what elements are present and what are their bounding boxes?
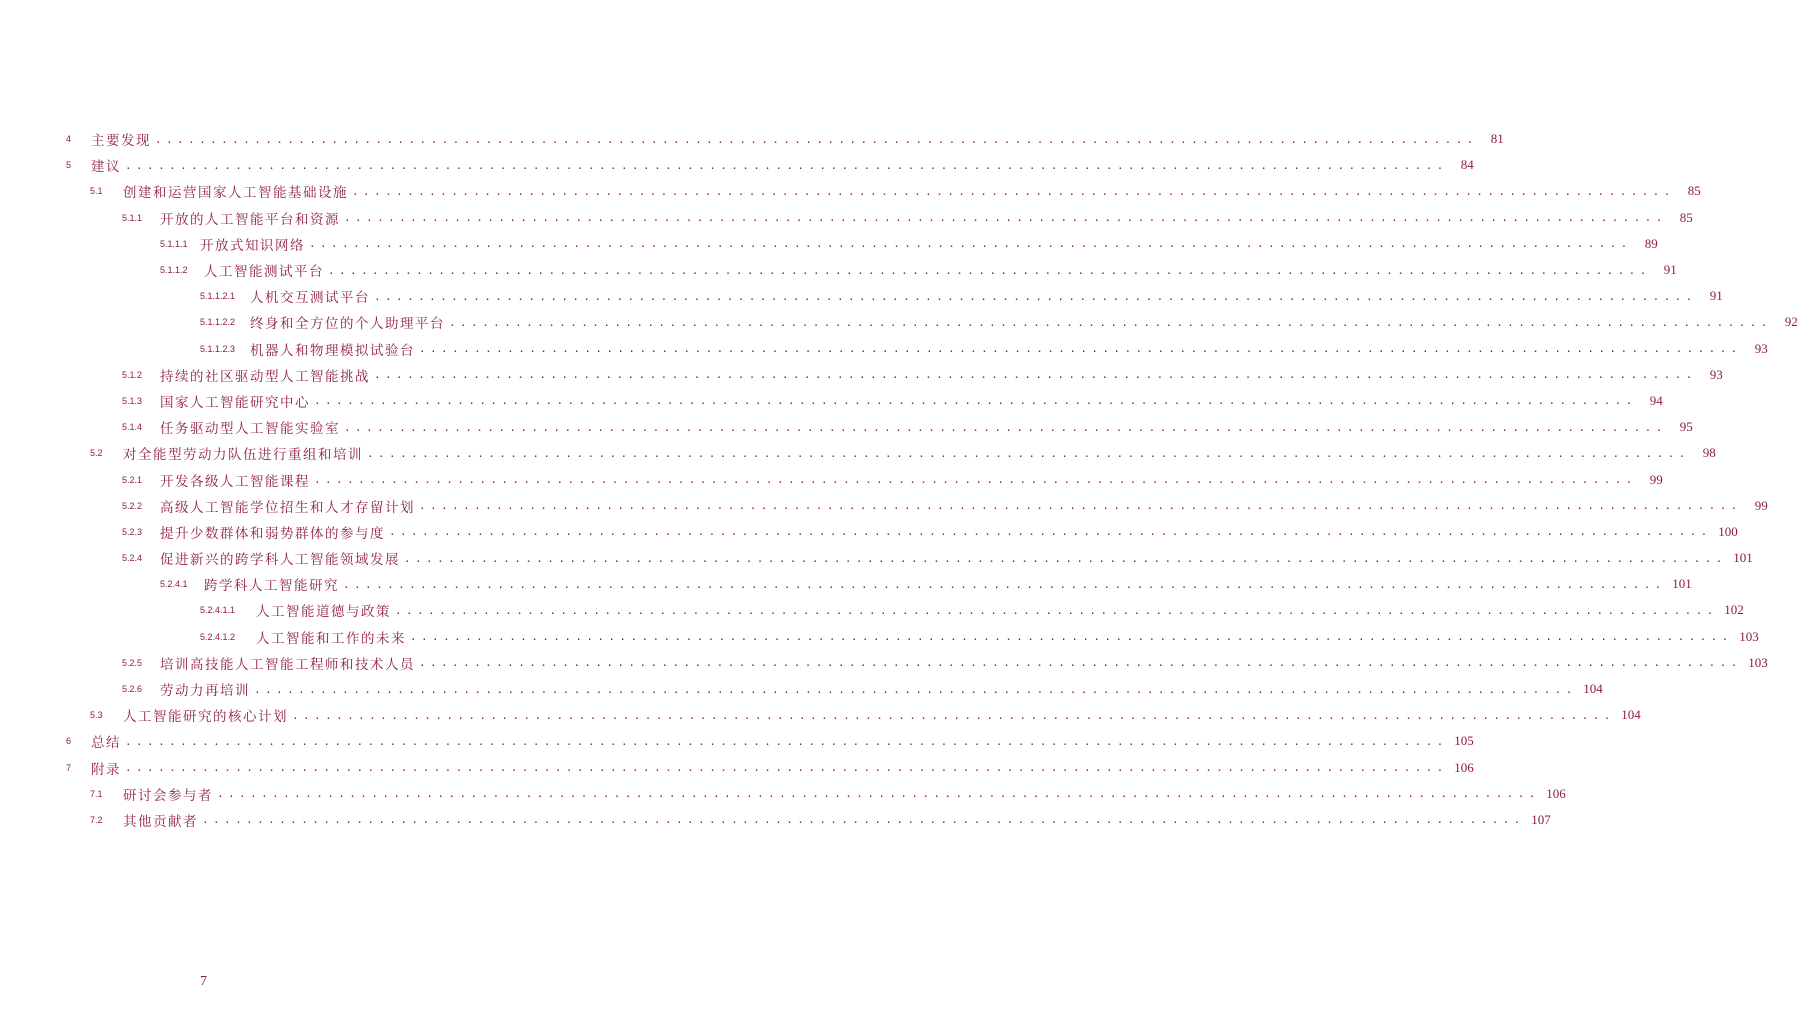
toc-entry-title[interactable]: 创建和运营国家人工智能基础设施	[123, 185, 348, 202]
dot-leader: ........................................................................................................................	[254, 682, 1577, 696]
toc-entry[interactable]	[0, 257, 1677, 283]
toc-entry[interactable]	[0, 231, 1658, 257]
toc-entry-page[interactable]: 85	[1687, 183, 1701, 199]
toc-entry-number: 5.1.1.1	[160, 238, 188, 249]
toc-entry[interactable]	[0, 283, 1723, 309]
toc-entry-number: 5.2.4.1	[160, 579, 188, 590]
toc-entry-title[interactable]: 高级人工智能学位招生和人才存留计划	[160, 499, 415, 516]
toc-entry-title[interactable]: 开放式知识网络	[200, 237, 305, 254]
toc-entry-number: 5.2	[90, 448, 103, 459]
toc-entry-number: 5.2.6	[122, 684, 143, 695]
toc-entry-title[interactable]: 研讨会参与者	[123, 787, 213, 804]
dot-leader: ........................................................................................................................	[125, 158, 1448, 172]
toc-entry-page[interactable]: 99	[1649, 471, 1663, 487]
toc-entry-title[interactable]: 建议	[91, 159, 121, 176]
toc-entry[interactable]	[0, 126, 1504, 152]
toc-entry-page[interactable]: 101	[1733, 550, 1753, 566]
toc-entry[interactable]	[0, 440, 1716, 466]
toc-entry-page[interactable]: 106	[1454, 759, 1474, 775]
table-of-contents	[0, 126, 1798, 833]
toc-entry-title[interactable]: 附录	[91, 761, 121, 778]
toc-entry-title[interactable]: 人工智能研究的核心计划	[123, 709, 288, 726]
toc-entry-number: 5.1.1.2.2	[200, 317, 236, 328]
toc-entry-page[interactable]: 106	[1546, 785, 1566, 801]
toc-entry-number: 5.2.3	[122, 526, 143, 537]
toc-entry[interactable]	[0, 362, 1723, 388]
toc-entry-number: 4	[66, 134, 72, 145]
dot-leader: ........................................................................................................................	[419, 342, 1742, 356]
toc-entry-page[interactable]: 91	[1663, 262, 1677, 278]
dot-leader: ........................................................................................................................	[292, 708, 1615, 722]
toc-entry-number: 5.1.1.2.1	[200, 291, 236, 302]
toc-entry-number: 5.1.1.2.3	[200, 343, 236, 354]
dot-leader: ........................................................................................................................	[419, 499, 1742, 513]
toc-entry-title[interactable]: 促进新兴的跨学科人工智能领域发展	[160, 552, 400, 569]
toc-entry-title[interactable]: 跨学科人工智能研究	[204, 578, 339, 595]
dot-leader: ........................................................................................................................	[314, 394, 1637, 408]
toc-entry-page[interactable]: 95	[1679, 419, 1693, 435]
toc-entry-title[interactable]: 开放的人工智能平台和资源	[160, 211, 340, 228]
toc-entry-number: 5.1.2	[122, 369, 143, 380]
toc-entry-page[interactable]: 93	[1754, 340, 1768, 356]
toc-entry-title[interactable]: 其他贡献者	[123, 813, 198, 830]
toc-entry-title[interactable]: 开发各级人工智能课程	[160, 473, 310, 490]
toc-entry-page[interactable]: 94	[1649, 392, 1663, 408]
toc-entry[interactable]	[0, 728, 1474, 754]
toc-entry-number: 7	[66, 762, 72, 773]
toc-entry-page[interactable]: 99	[1754, 497, 1768, 513]
dot-leader: ........................................................................................................................	[374, 368, 1697, 382]
dot-leader: ........................................................................................................................	[419, 656, 1742, 670]
toc-entry-page[interactable]: 98	[1702, 445, 1716, 461]
dot-leader: ........................................................................................................................	[328, 263, 1651, 277]
toc-entry[interactable]	[0, 493, 1768, 519]
toc-entry-title[interactable]: 机器人和物理模拟试验台	[250, 342, 415, 359]
toc-entry-page[interactable]: 107	[1531, 811, 1551, 827]
dot-leader: ........................................................................................................................	[449, 315, 1772, 329]
toc-entry-page[interactable]: 89	[1644, 235, 1658, 251]
toc-entry-number: 5.1.1	[122, 212, 143, 223]
toc-entry-page[interactable]: 101	[1672, 576, 1692, 592]
toc-entry-title[interactable]: 培训高技能人工智能工程师和技术人员	[160, 656, 415, 673]
dot-leader: ........................................................................................................................	[344, 211, 1667, 225]
toc-entry-page[interactable]: 84	[1460, 157, 1474, 173]
toc-entry-title[interactable]: 劳动力再培训	[160, 683, 250, 700]
toc-entry[interactable]	[0, 571, 1692, 597]
toc-entry-page[interactable]: 104	[1621, 707, 1641, 723]
toc-entry-number: 6	[66, 736, 72, 747]
toc-entry-number: 5	[66, 160, 72, 171]
toc-entry-page[interactable]: 92	[1784, 314, 1798, 330]
toc-entry-number: 5.1.1.2	[160, 265, 188, 276]
page-number: 7	[200, 974, 207, 989]
dot-leader: ........................................................................................................................	[352, 184, 1675, 198]
toc-entry-page[interactable]: 100	[1718, 523, 1738, 539]
dot-leader: ........................................................................................................................	[125, 761, 1448, 775]
dot-leader: ........................................................................................................................	[343, 577, 1666, 591]
toc-entry-page[interactable]: 105	[1454, 733, 1474, 749]
toc-entry-number: 5.3	[90, 710, 103, 721]
toc-entry-page[interactable]: 103	[1739, 628, 1759, 644]
toc-entry-title[interactable]: 对全能型劳动力队伍进行重组和培训	[123, 447, 363, 464]
toc-entry-title[interactable]: 总结	[91, 735, 121, 752]
toc-entry[interactable]	[0, 178, 1701, 204]
dot-leader: ........................................................................................................................	[395, 603, 1718, 617]
toc-entry-title[interactable]: 人工智能道德与政策	[256, 604, 391, 621]
toc-entry-title[interactable]: 人机交互测试平台	[250, 290, 370, 307]
toc-entry[interactable]	[0, 755, 1474, 781]
dot-leader: ........................................................................................................................	[314, 473, 1637, 487]
toc-entry-number: 7.2	[90, 814, 103, 825]
toc-entry-number: 5.2.4.1.1	[200, 605, 236, 616]
toc-entry-page[interactable]: 81	[1490, 131, 1504, 147]
dot-leader: ........................................................................................................................	[155, 132, 1478, 146]
toc-entry-number: 5.2.4.1.2	[200, 631, 236, 642]
toc-entry-title[interactable]: 持续的社区驱动型人工智能挑战	[160, 368, 370, 385]
dot-leader: ........................................................................................................................	[367, 446, 1690, 460]
toc-entry[interactable]	[0, 624, 1759, 650]
dot-leader: ........................................................................................................................	[202, 813, 1525, 827]
toc-entry-number: 5.1.3	[122, 395, 143, 406]
toc-entry-page[interactable]: 93	[1709, 366, 1723, 382]
toc-entry-page[interactable]: 104	[1583, 681, 1603, 697]
toc-entry[interactable]	[0, 309, 1798, 335]
dot-leader: ........................................................................................................................	[404, 551, 1727, 565]
toc-entry[interactable]	[0, 466, 1663, 492]
toc-entry-number: 5.2.2	[122, 500, 143, 511]
toc-entry-title[interactable]: 人工智能和工作的未来	[256, 630, 406, 647]
toc-entry[interactable]	[0, 414, 1693, 440]
toc-entry-number: 5.1	[90, 186, 103, 197]
dot-leader: ........................................................................................................................	[389, 525, 1712, 539]
toc-entry-title[interactable]: 主要发现	[91, 133, 151, 150]
dot-leader: ........................................................................................................................	[344, 420, 1667, 434]
toc-entry[interactable]	[0, 336, 1768, 362]
toc-entry-number: 5.1.4	[122, 422, 143, 433]
toc-entry[interactable]	[0, 152, 1474, 178]
toc-entry-number: 7.1	[90, 788, 103, 799]
toc-entry-page[interactable]: 103	[1748, 654, 1768, 670]
toc-entry[interactable]	[0, 807, 1551, 833]
toc-entry[interactable]	[0, 702, 1641, 728]
toc-entry[interactable]	[0, 781, 1566, 807]
toc-entry-title[interactable]: 提升少数群体和弱势群体的参与度	[160, 525, 385, 542]
toc-entry[interactable]	[0, 597, 1744, 623]
toc-entry[interactable]	[0, 676, 1603, 702]
dot-leader: ........................................................................................................................	[410, 630, 1733, 644]
dot-leader: ........................................................................................................................	[374, 289, 1697, 303]
toc-entry-page[interactable]: 91	[1709, 288, 1723, 304]
toc-entry-title[interactable]: 人工智能测试平台	[204, 264, 324, 281]
toc-entry[interactable]	[0, 650, 1768, 676]
dot-leader: ........................................................................................................................	[309, 237, 1632, 251]
toc-entry-page[interactable]: 85	[1679, 209, 1693, 225]
toc-entry[interactable]	[0, 205, 1693, 231]
toc-entry-title[interactable]: 终身和全方位的个人助理平台	[250, 316, 445, 333]
dot-leader: ........................................................................................................................	[217, 787, 1540, 801]
dot-leader: ........................................................................................................................	[125, 734, 1448, 748]
toc-entry-number: 5.2.1	[122, 474, 143, 485]
toc-entry-title[interactable]: 国家人工智能研究中心	[160, 394, 310, 411]
toc-entry-page[interactable]: 102	[1724, 602, 1744, 618]
toc-entry-number: 5.2.5	[122, 657, 143, 668]
toc-entry[interactable]	[0, 519, 1738, 545]
toc-entry-number: 5.2.4	[122, 553, 143, 564]
toc-entry[interactable]	[0, 388, 1663, 414]
toc-entry[interactable]	[0, 545, 1753, 571]
toc-entry-title[interactable]: 任务驱动型人工智能实验室	[160, 421, 340, 438]
